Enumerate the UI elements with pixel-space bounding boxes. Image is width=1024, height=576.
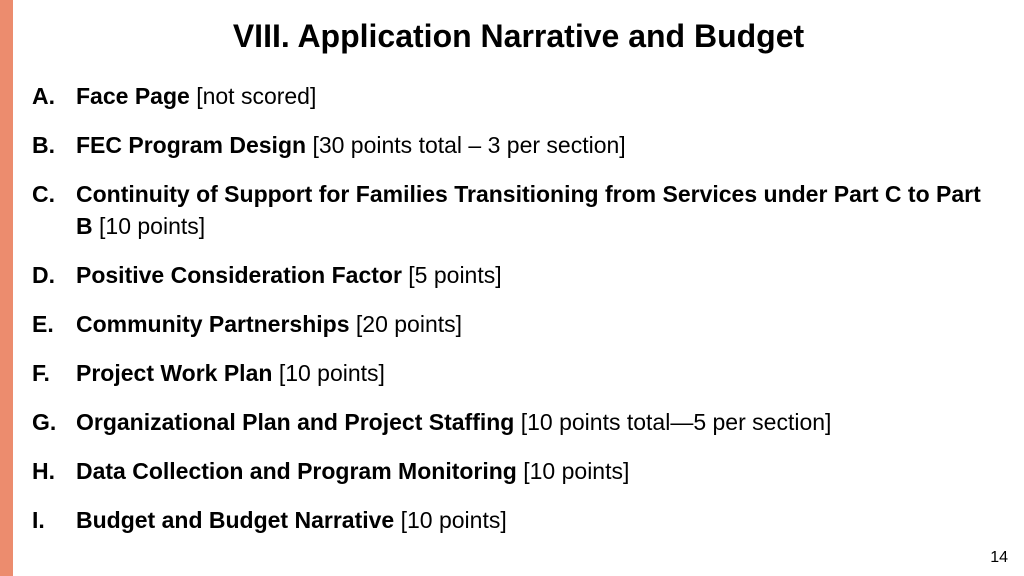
item-text <box>76 455 992 487</box>
item-title: Community Partnerships <box>76 311 350 337</box>
item-title: FEC Program Design <box>76 132 307 158</box>
item-detail: [10 points] <box>400 507 507 533</box>
item-detail: [5 points] <box>408 262 502 288</box>
item-detail: [20 points] <box>355 311 463 337</box>
item-letter: B. <box>32 132 55 158</box>
item-letter: A. <box>32 83 55 109</box>
list-item-h <box>32 455 992 487</box>
agenda-list <box>32 80 992 553</box>
item-letter: C. <box>32 181 55 207</box>
item-title: Organizational Plan and Project Staffing <box>76 409 515 435</box>
list-item-e <box>32 308 992 340</box>
list-item-f <box>32 357 992 389</box>
item-text <box>76 80 992 112</box>
item-letter: E. <box>32 311 54 337</box>
item-title: Budget and Budget Narrative <box>76 507 395 533</box>
item-text <box>76 357 992 389</box>
accent-bar <box>0 0 13 576</box>
item-detail: [30 points total – 3 per section] <box>312 132 626 158</box>
item-letter: F. <box>32 360 50 386</box>
item-title: Project Work Plan <box>76 360 273 386</box>
item-text <box>76 178 992 242</box>
item-title: Positive Consideration Factor <box>76 262 402 288</box>
list-item-b <box>32 129 992 161</box>
item-letter: H. <box>32 458 55 484</box>
item-detail: [10 points] <box>278 360 385 386</box>
item-text <box>76 259 992 291</box>
list-item-i <box>32 504 992 536</box>
list-item-d <box>32 259 992 291</box>
item-detail: [10 points] <box>523 458 630 484</box>
list-item-g <box>32 406 992 438</box>
item-text <box>76 504 992 536</box>
item-detail: [10 points total—5 per section] <box>520 409 832 435</box>
list-item-c <box>32 178 992 242</box>
item-title: Continuity of Support for Families Transitioning from Services under Part C to Part B <box>76 181 981 239</box>
item-text <box>76 129 992 161</box>
item-detail: [10 points] <box>99 213 206 239</box>
page-number: 14 <box>990 549 1008 566</box>
slide-title: VIII. Application Narrative and Budget <box>232 18 805 54</box>
item-detail: [not scored] <box>196 83 317 109</box>
item-letter: I. <box>32 507 45 533</box>
item-title: Face Page <box>76 83 190 109</box>
item-text <box>76 308 992 340</box>
item-text <box>76 406 992 438</box>
item-letter: G. <box>32 409 57 435</box>
item-title: Data Collection and Program Monitoring <box>76 458 517 484</box>
list-item-a <box>32 80 992 112</box>
item-letter: D. <box>32 262 55 288</box>
